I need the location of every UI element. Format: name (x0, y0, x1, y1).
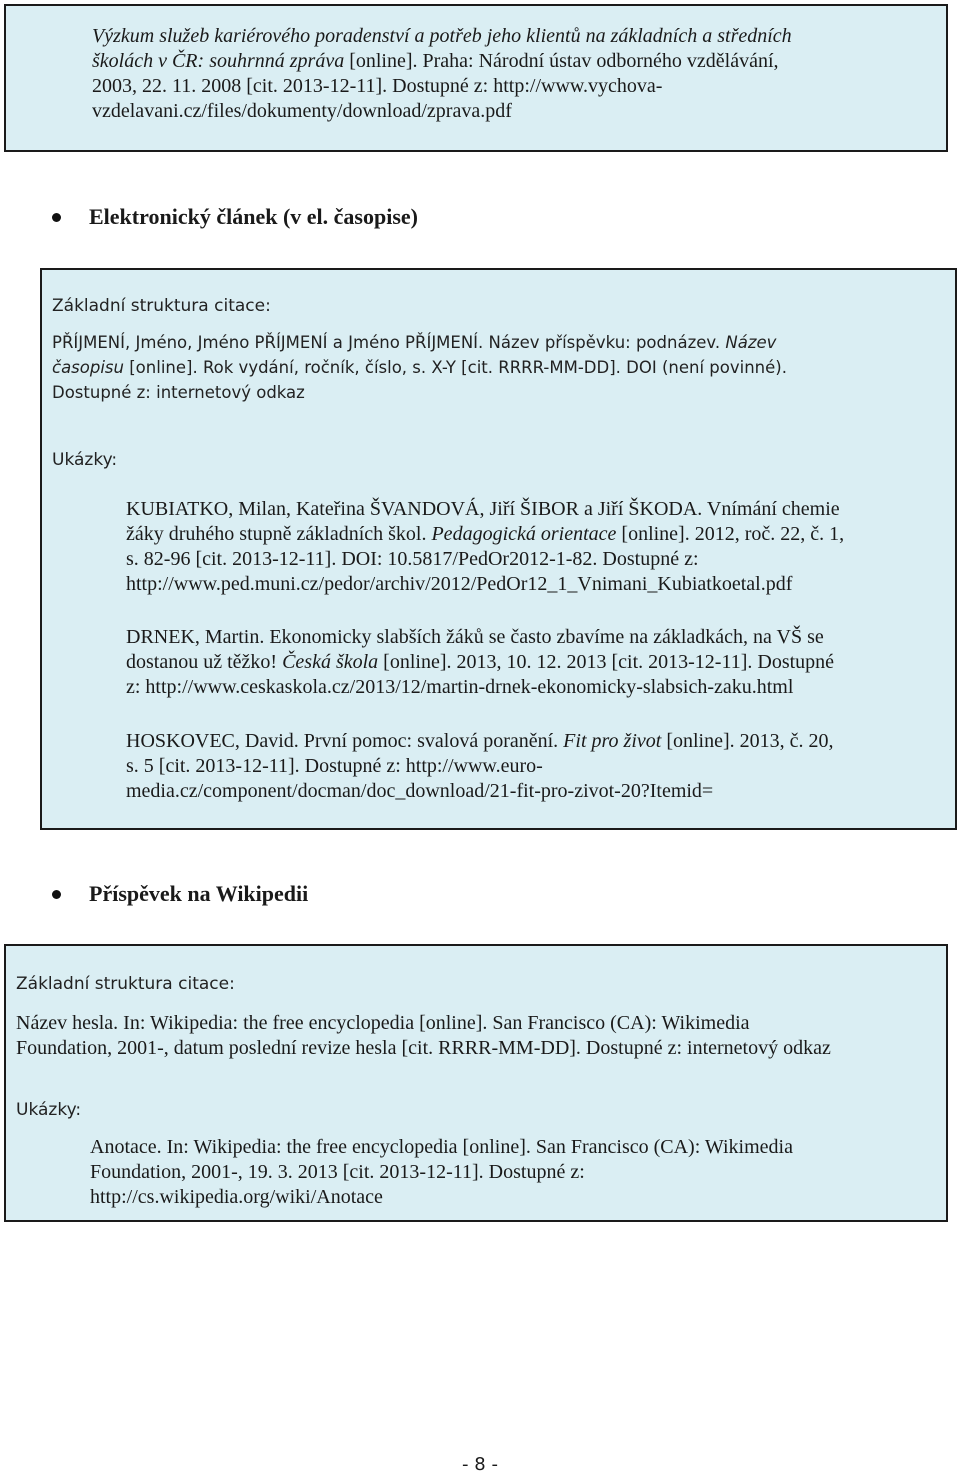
journal-name: Česká škola (282, 651, 379, 673)
citation-text (92, 24, 932, 124)
example-line: s. 82-96 [cit. 2013-12-11]. DOI: 10.5817/PedOr2012-1-82. Dostupné z: (126, 548, 699, 570)
bullet-icon (52, 213, 61, 222)
citation-url: vzdelavani.cz/files/dokumenty/download/zprava.pdf (92, 100, 512, 122)
example-url: http://www.ped.muni.cz/pedor/archiv/2012/PedOr12_1_Vnimani_Kubiatkoetal.pdf (126, 573, 793, 595)
structure-line: Dostupné z: internetový odkaz (52, 383, 305, 402)
citation-title: Výzkum služeb kariérového poradenství a potřeb jeho klientů na základních a středních (92, 25, 792, 47)
example-url: z: http://www.ceskaskola.cz/2013/12/martin-drnek-ekonomicky-slabsich-zaku.html (126, 676, 794, 698)
page-number: - 8 - (462, 1454, 498, 1475)
structure-heading: Základní struktura citace: (16, 974, 235, 994)
example-line: DRNEK, Martin. Ekonomicky slabších žáků se často zbavíme na základkách, na VŠ se (126, 626, 824, 648)
example-line: Foundation, 2001-, 19. 3. 2013 [cit. 2013-12-11]. Dostupné z: (90, 1161, 585, 1183)
bullet-icon (52, 890, 61, 899)
example-line: [online]. 2012, roč. 22, č. 1, (616, 523, 845, 545)
structure-line: Foundation, 2001-, datum poslední revize hesla [cit. RRRR-MM-DD]. Dostupné z: internetový odkaz (16, 1037, 831, 1059)
example-kubiatko (126, 497, 946, 597)
structure-template (16, 1011, 946, 1061)
citation-publisher: [online]. Praha: Národní ústav odborného vzdělávání, (344, 50, 779, 72)
citation-box-article (40, 268, 957, 830)
section-title: Elektronický článek (v el. časopise) (89, 204, 418, 229)
examples-heading: Ukázky: (16, 1100, 82, 1120)
example-line: Anotace. In: Wikipedia: the free encyclopedia [online]. San Francisco (CA): Wikimedia (90, 1136, 793, 1158)
citation-box-top (4, 4, 948, 152)
citation-box-wikipedia (4, 944, 948, 1222)
journal-name: Pedagogická orientace (431, 523, 617, 545)
structure-line: [online]. Rok vydání, ročník, číslo, s. X-Y [cit. RRRR-MM-DD]. DOI (není povinné). (124, 358, 787, 377)
section-heading-electronic-article (52, 204, 418, 230)
structure-heading: Základní struktura citace: (52, 296, 271, 316)
structure-line: PŘÍJMENÍ, Jméno, Jméno PŘÍJMENÍ a Jméno PŘÍJMENÍ. Název příspěvku: podnázev. (52, 333, 721, 352)
example-anotace (90, 1135, 940, 1210)
example-drnek (126, 625, 946, 700)
examples-heading: Ukázky: (52, 450, 118, 470)
example-line: HOSKOVEC, David. První pomoc: svalová poranění. (126, 730, 564, 752)
structure-line-italic: Název (725, 333, 777, 352)
citation-title-cont: školách v ČR: souhrnná zpráva (92, 50, 345, 72)
example-url: media.cz/component/docman/doc_download/21-fit-pro-zivot-20?Itemid= (126, 780, 714, 802)
structure-line-italic: časopisu (52, 358, 124, 377)
example-line: [online]. 2013, 10. 12. 2013 [cit. 2013-12-11]. Dostupné (378, 651, 835, 673)
example-hoskovec (126, 729, 946, 804)
structure-template (52, 330, 947, 405)
section-title: Příspěvek na Wikipedii (89, 881, 309, 906)
citation-date: 2003, 22. 11. 2008 [cit. 2013-12-11]. Dostupné z: http://www.vychova- (92, 75, 663, 97)
example-line: [online]. 2013, č. 20, (661, 730, 834, 752)
section-heading-wikipedia (52, 881, 308, 907)
example-line: KUBIATKO, Milan, Kateřina ŠVANDOVÁ, Jiří ŠIBOR a Jiří ŠKODA. Vnímání chemie (126, 498, 840, 520)
journal-name: Fit pro život (563, 730, 662, 752)
example-line: dostanou už těžko! (126, 651, 283, 673)
example-line: s. 5 [cit. 2013-12-11]. Dostupné z: http://www.euro- (126, 755, 543, 777)
structure-line: Název hesla. In: Wikipedia: the free encyclopedia [online]. San Francisco (CA): Wikimedia (16, 1012, 750, 1034)
example-url: http://cs.wikipedia.org/wiki/Anotace (90, 1186, 383, 1208)
example-line: žáky druhého stupně základních škol. (126, 523, 432, 545)
